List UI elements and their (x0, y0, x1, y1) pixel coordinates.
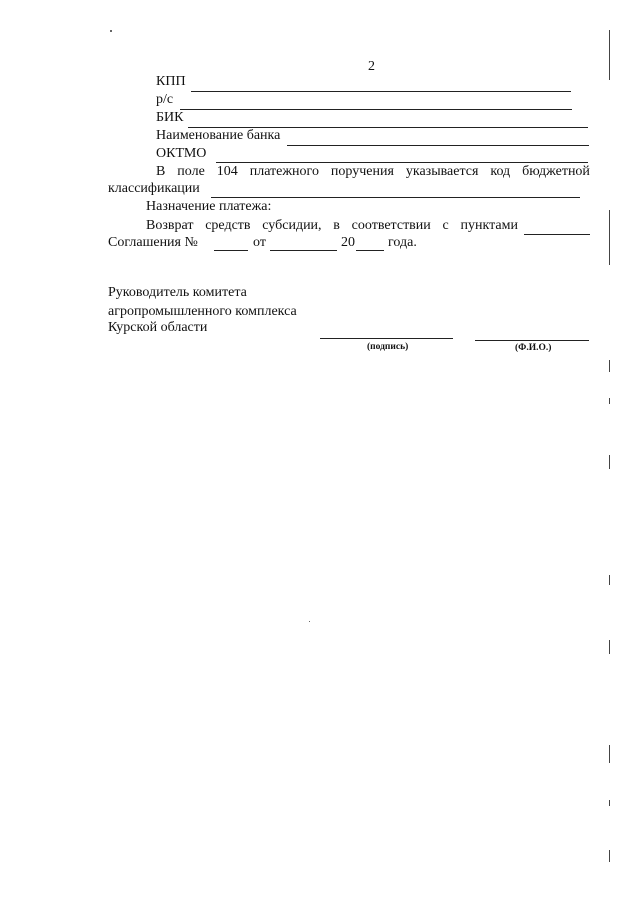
word: в (333, 218, 340, 233)
year-prefix: 20 (341, 235, 355, 250)
field104-paragraph-line2: классификации (108, 181, 200, 196)
word: код (490, 164, 511, 179)
word: бюджетной (522, 164, 590, 179)
scan-edge-mark (609, 455, 610, 469)
purpose-line1 (146, 218, 518, 234)
word: 104 (216, 164, 238, 179)
scan-edge-mark (609, 640, 610, 654)
agreement-number-line (214, 250, 248, 251)
purpose-heading: Назначение платежа: (146, 199, 272, 214)
signature-caption: (подпись) (367, 342, 409, 352)
oktmo-field-line (216, 162, 588, 163)
word: пунктами (460, 218, 518, 233)
kbk-field-line (211, 197, 580, 198)
signature-line (320, 338, 453, 339)
scan-edge-mark (609, 850, 610, 862)
account-field-line (180, 109, 572, 110)
account-label: р/с (156, 92, 174, 107)
bank-name-label: Наименование банка (156, 128, 281, 143)
field104-paragraph-line1 (156, 164, 590, 180)
bik-label: БИК (156, 110, 184, 125)
page-number: 2 (368, 59, 375, 74)
signer-title-line1: Руководитель комитета (108, 285, 247, 300)
scan-edge-mark (609, 745, 610, 763)
word: соответствии (351, 218, 431, 233)
word: субсидии, (262, 218, 322, 233)
scan-edge-mark (609, 210, 610, 265)
scan-edge-mark (609, 398, 610, 404)
scan-speck (309, 621, 310, 622)
word: Возврат (146, 218, 194, 233)
date-from-label: от (253, 235, 266, 250)
scan-edge-mark (609, 30, 610, 80)
signer-title-line3: Курской области (108, 320, 208, 335)
scan-edge-mark (609, 800, 610, 806)
scan-speck (110, 30, 112, 32)
agreement-label: Соглашения № (108, 235, 198, 250)
kpp-field-line (191, 91, 571, 92)
word: с (442, 218, 449, 233)
bank-name-field-line (287, 145, 589, 146)
word: средств (205, 218, 251, 233)
word: платежного (249, 164, 319, 179)
agreement-date-line (270, 250, 337, 251)
kpp-label: КПП (156, 74, 186, 89)
scan-edge-mark (609, 360, 610, 372)
year-suffix: года. (388, 235, 417, 250)
word: указывается (405, 164, 479, 179)
word: В (156, 164, 166, 179)
word: поручения (330, 164, 394, 179)
full-name-line (475, 340, 589, 341)
clauses-field-line (524, 234, 590, 235)
year-field-line (356, 250, 384, 251)
word: поле (177, 164, 205, 179)
scan-edge-mark (609, 575, 610, 585)
oktmo-label: ОКТМО (156, 146, 207, 161)
full-name-caption: (Ф.И.О.) (515, 343, 552, 353)
signer-title-line2: агропромышленного комплекса (108, 304, 297, 319)
